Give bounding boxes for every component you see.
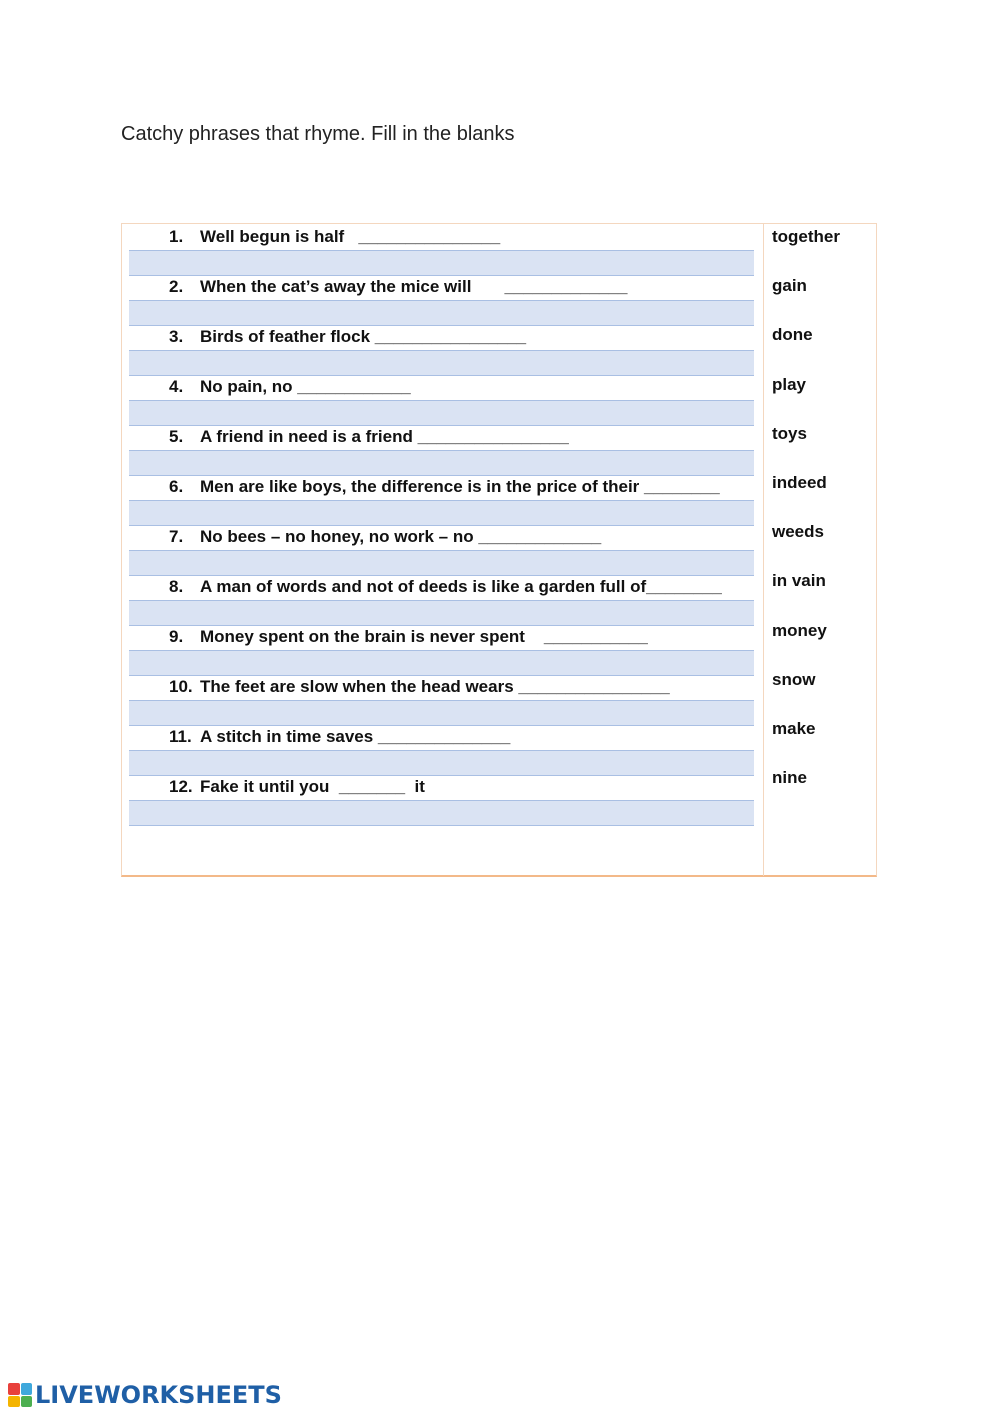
question-number: 12. (169, 777, 193, 796)
question-row (129, 525, 754, 575)
question-row (129, 425, 754, 475)
question-number: 9. (169, 627, 184, 646)
word-bank (772, 225, 872, 815)
question-number: 1. (169, 227, 184, 246)
question-row (129, 675, 754, 725)
logo-square (21, 1396, 33, 1408)
question-prompt: A friend in need is a friend ________________ (200, 427, 569, 446)
question-row (129, 475, 754, 525)
question-text-line (129, 675, 754, 701)
question-row (129, 375, 754, 425)
question-row (129, 225, 754, 275)
word-bank-item: money (772, 620, 827, 640)
logo-square (8, 1383, 20, 1395)
question-number: 8. (169, 577, 184, 596)
answer-field[interactable] (129, 801, 754, 826)
answer-field[interactable] (129, 501, 754, 526)
logo-text: LIVEWORKSHEETS (35, 1381, 282, 1409)
word-bank-item: snow (772, 669, 816, 689)
word-bank-item: in vain (772, 571, 826, 591)
answer-field[interactable] (129, 751, 754, 776)
question-number: 7. (169, 527, 184, 546)
question-number: 10. (169, 677, 193, 696)
question-text-line (129, 525, 754, 551)
question-row (129, 725, 754, 775)
question-prompt: Men are like boys, the difference is in the price of their ________ (200, 477, 720, 496)
question-text-line (129, 225, 754, 251)
question-prompt: Fake it until you _______ it (200, 777, 425, 796)
logo-grid-icon (8, 1383, 32, 1407)
answer-field[interactable] (129, 351, 754, 376)
question-text-line (129, 725, 754, 751)
question-row (129, 275, 754, 325)
question-row (129, 575, 754, 625)
worksheet-title: Catchy phrases that rhyme. Fill in the blanks (121, 123, 515, 145)
question-text-line (129, 425, 754, 451)
word-bank-item: weeds (772, 522, 824, 542)
word-bank-item: toys (772, 423, 807, 443)
answer-field[interactable] (129, 301, 754, 326)
question-prompt: When the cat’s away the mice will _____________ (200, 277, 628, 296)
answer-field[interactable] (129, 251, 754, 276)
question-prompt: A man of words and not of deeds is like a garden full of________ (200, 577, 722, 596)
question-prompt: No pain, no ____________ (200, 377, 411, 396)
question-number: 2. (169, 277, 184, 296)
answer-field[interactable] (129, 401, 754, 426)
word-bank-item: indeed (772, 472, 827, 492)
question-number: 4. (169, 377, 184, 396)
column-divider (763, 224, 764, 876)
word-bank-item: make (772, 718, 816, 738)
word-bank-item: nine (772, 768, 807, 788)
word-bank-item: done (772, 325, 813, 345)
question-row (129, 325, 754, 375)
question-text-line (129, 275, 754, 301)
answer-field[interactable] (129, 451, 754, 476)
question-number: 3. (169, 327, 184, 346)
question-prompt: No bees – no honey, no work – no _____________ (200, 527, 602, 546)
question-number: 5. (169, 427, 184, 446)
question-text-line (129, 375, 754, 401)
question-number: 11. (169, 727, 192, 746)
question-prompt: A stitch in time saves ______________ (200, 727, 511, 746)
question-number: 6. (169, 477, 184, 496)
question-text-line (129, 775, 754, 801)
answer-field[interactable] (129, 701, 754, 726)
question-prompt: Birds of feather flock ________________ (200, 327, 527, 346)
logo-square (21, 1383, 33, 1395)
question-text-line (129, 325, 754, 351)
word-bank-item: gain (772, 276, 807, 296)
question-text-line (129, 575, 754, 601)
word-bank-item: together (772, 227, 840, 246)
question-row (129, 625, 754, 675)
answer-field[interactable] (129, 551, 754, 576)
question-text-line (129, 625, 754, 651)
word-bank-item: play (772, 374, 807, 394)
answer-field[interactable] (129, 601, 754, 626)
question-list (129, 225, 754, 825)
answer-field[interactable] (129, 651, 754, 676)
liveworksheets-logo (8, 1380, 282, 1410)
question-prompt: Well begun is half _______________ (200, 227, 501, 246)
question-prompt: Money spent on the brain is never spent ___________ (200, 627, 648, 646)
logo-square (8, 1396, 20, 1408)
question-text-line (129, 475, 754, 501)
question-prompt: The feet are slow when the head wears ________________ (200, 677, 670, 696)
question-row (129, 775, 754, 825)
